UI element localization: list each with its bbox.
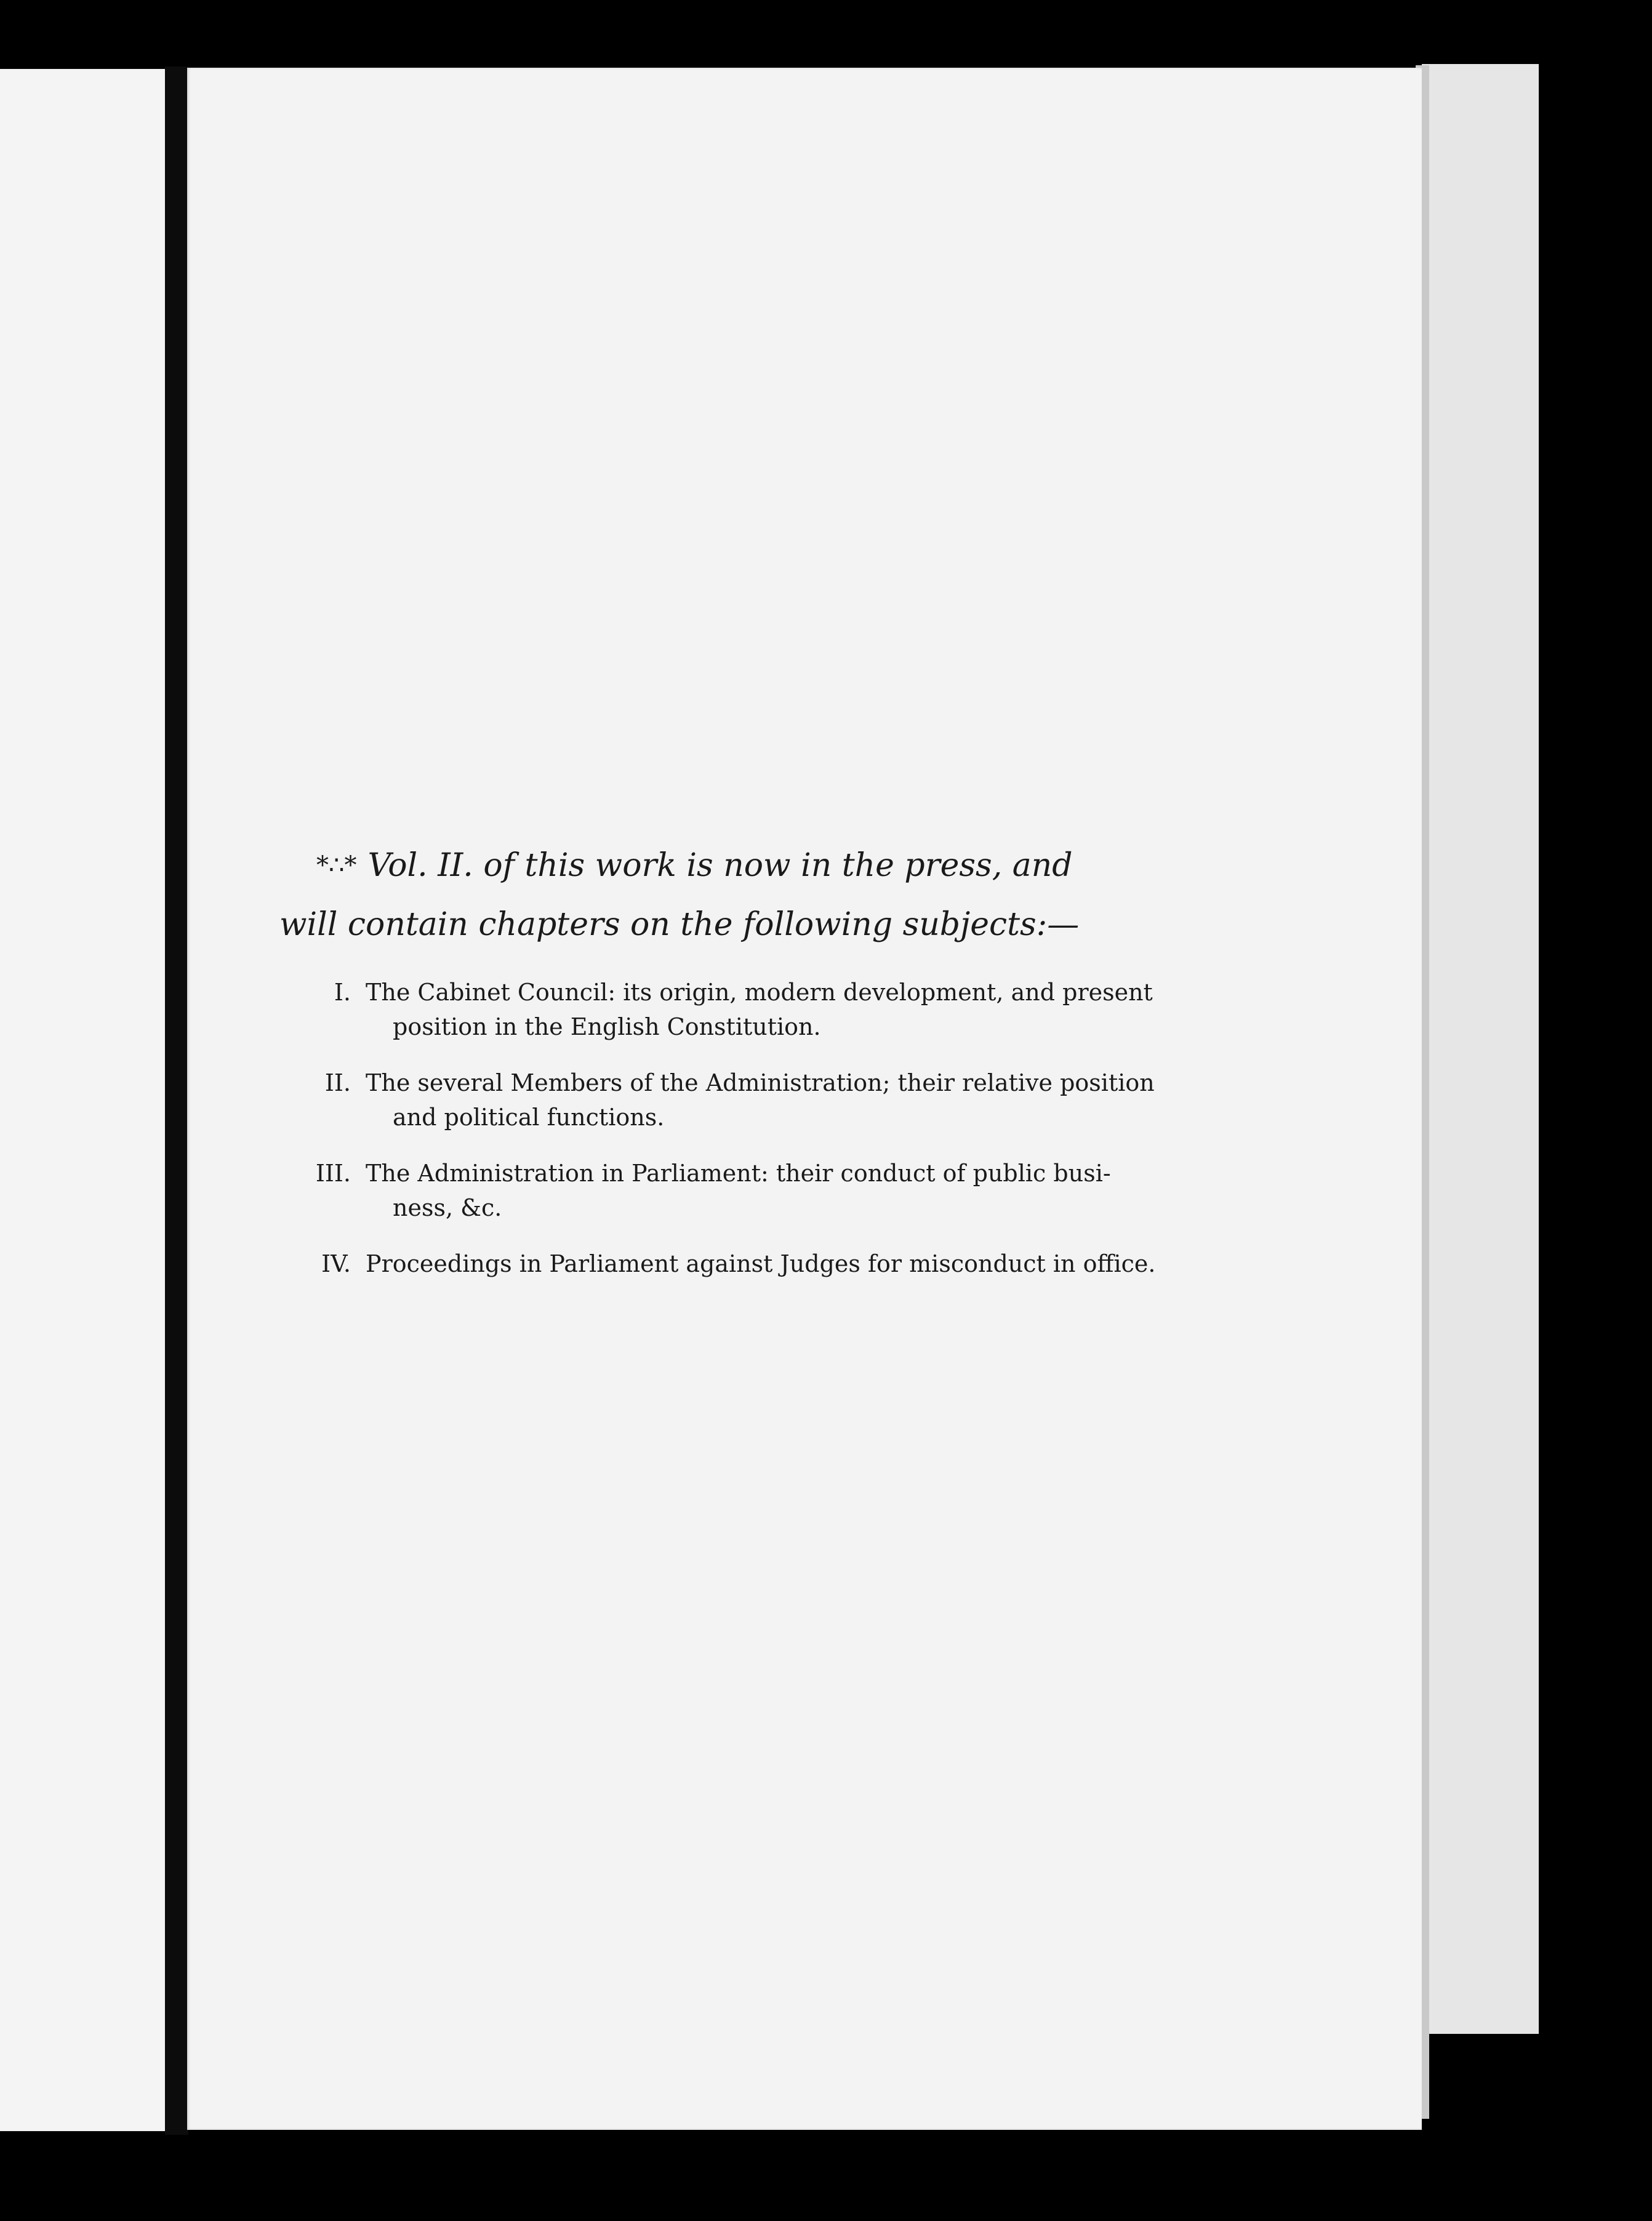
chapter-numeral: IV. xyxy=(321,1250,351,1277)
chapter-description xyxy=(366,1066,1373,1135)
chapter-line-1: The Administration in Parliament: their conduct of public busi- xyxy=(366,1160,1111,1187)
page-edges xyxy=(1422,64,1539,2034)
notice-heading-text-1: Vol. II. of this work is now in the press, and xyxy=(367,847,1073,884)
chapter-item-1 xyxy=(279,975,1373,1044)
chapter-numeral: III. xyxy=(315,1160,351,1187)
chapter-numeral: I. xyxy=(334,979,351,1006)
chapter-line-1: The Cabinet Council: its origin, modern development, and present xyxy=(366,979,1153,1006)
chapter-line-1: The several Members of the Administration; their relative position xyxy=(366,1069,1155,1096)
notice-heading-line-1 xyxy=(279,837,1373,896)
asterism-mark: *∴* xyxy=(316,851,357,880)
chapter-description xyxy=(366,1156,1373,1225)
chapter-line-2: position in the English Constitution. xyxy=(393,1013,821,1040)
chapter-description xyxy=(366,975,1373,1044)
chapter-numeral: II. xyxy=(324,1069,351,1096)
chapter-line-2: and political functions. xyxy=(393,1104,665,1131)
left-facing-page xyxy=(0,69,165,2131)
chapter-line-2: ness, &c. xyxy=(393,1194,502,1221)
notice-heading xyxy=(279,837,1373,953)
chapter-description xyxy=(366,1247,1373,1281)
volume-notice xyxy=(279,837,1373,1303)
chapter-item-2 xyxy=(279,1066,1373,1135)
chapter-item-3 xyxy=(279,1156,1373,1225)
book-gutter xyxy=(165,66,188,2135)
chapter-line-1: Proceedings in Parliament against Judges for misconduct in office. xyxy=(366,1250,1156,1277)
book-page xyxy=(187,68,1422,2130)
notice-heading-line-2: will contain chapters on the following subjects:— xyxy=(279,906,1080,943)
chapter-list xyxy=(279,975,1373,1281)
chapter-item-4 xyxy=(279,1247,1373,1281)
